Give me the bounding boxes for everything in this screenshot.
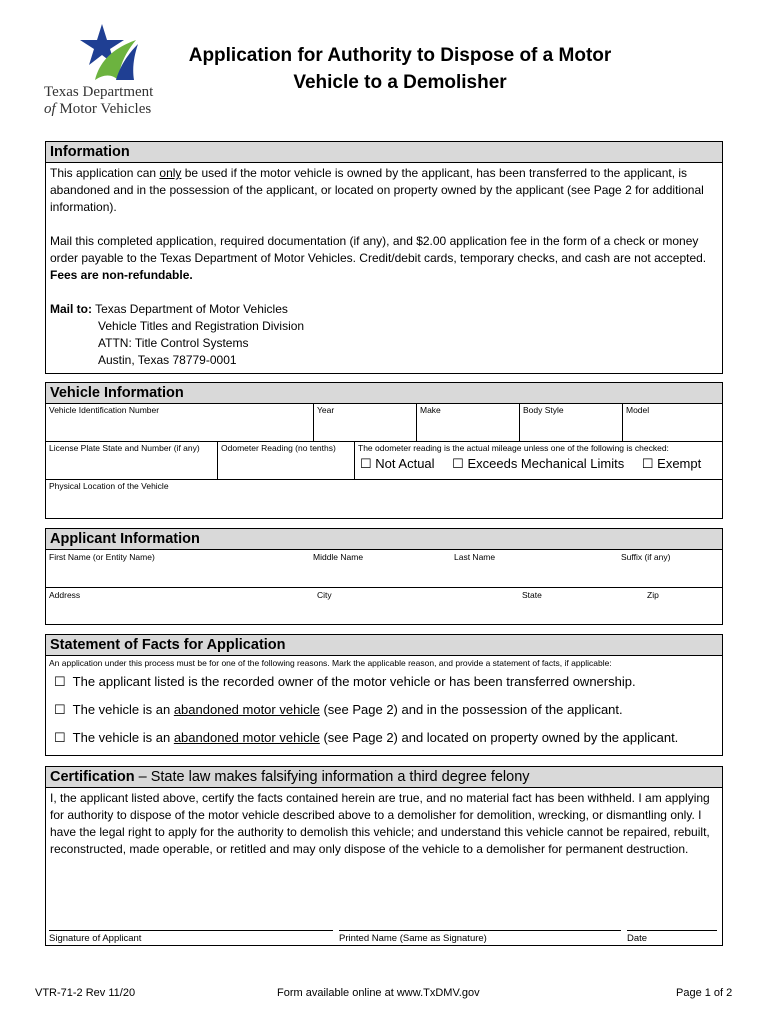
txdmv-logo	[40, 22, 180, 122]
model-field[interactable]: Model	[626, 405, 650, 415]
abandoned-link-text: abandoned motor vehicle	[173, 702, 320, 717]
certification-text: I, the applicant listed above, certify the facts contained herein are true, and no material fact has been withheld. I am applying for authority to dispose of the motor vehicle described above to a demolisher for demolition, wrecking, or dismantling only. I have the legal right to apply for the authority to demolish this vehicle; and understand this vehicle cannot be repaired, rebuilt, reconstructed, made operable, or retitled and may only dispose of the vehicle to a demolisher for permanent destruction.	[50, 791, 710, 856]
state-field[interactable]: State	[522, 590, 542, 600]
applicant-row-2	[46, 588, 722, 625]
address-fields	[46, 588, 722, 625]
abandoned-link-text: abandoned motor vehicle	[173, 730, 320, 745]
vehicle-row-3	[46, 480, 722, 519]
middle-name-field[interactable]: Middle Name	[313, 552, 364, 562]
section-heading: Statement of Facts for Application	[46, 635, 722, 656]
logo-wordmark	[44, 84, 153, 118]
title-line1: Application for Authority to Dispose of a Motor	[188, 45, 612, 66]
printed-name-field[interactable]: Printed Name (Same as Signature)	[339, 930, 621, 944]
facts-intro: An application under this process must be for one of the following reasons. Mark the applicable reason, and provide a statement of facts, if applicable:	[49, 658, 612, 668]
checkbox-icon: ☐	[54, 702, 66, 717]
text: This application can	[50, 166, 160, 180]
logo-of: of	[44, 101, 56, 117]
odometer-note: The odometer reading is the actual mileage unless one of the following is checked:	[358, 443, 669, 453]
reason-text: The vehicle is an	[72, 702, 174, 717]
checkbox-icon: ☐	[452, 456, 464, 471]
certification-section	[45, 766, 723, 946]
odometer-field[interactable]: Odometer Reading (no tenths)	[218, 442, 355, 479]
vin-field[interactable]: Vehicle Identification Number	[46, 404, 314, 441]
date-field[interactable]: Date	[627, 930, 717, 944]
checkbox-icon: ☐	[360, 456, 372, 471]
name-fields	[46, 550, 722, 587]
section-heading	[46, 767, 722, 788]
reason-text: (see Page 2) and in the possession of the applicant.	[319, 702, 623, 717]
applicant-row-1	[46, 550, 722, 588]
mail-to-line4: Austin, Texas 78779-0001	[98, 353, 237, 367]
vehicle-section	[45, 382, 723, 519]
plate-field[interactable]: License Plate State and Number (if any)	[46, 442, 218, 479]
reason-text: (see Page 2) and located on property owned by the applicant.	[319, 730, 679, 745]
mail-to-line1	[50, 301, 718, 318]
mail-to-line2: Vehicle Titles and Registration Division	[98, 319, 305, 333]
zip-field[interactable]: Zip	[647, 590, 659, 600]
text: Mail this completed application, required documentation (if any), and $2.00 application fee in the form of a check or money order payable to the Texas Department of Motor Vehicles. Credit/debit cards, temporary checks, and cash are not accepted.	[50, 234, 707, 265]
page-number: Page 1 of 2	[676, 987, 733, 999]
first-name-field[interactable]: First Name (or Entity Name)	[49, 552, 155, 562]
text: Texas Department of Motor Vehicles	[92, 302, 288, 316]
information-section	[45, 141, 723, 374]
checkbox-not-actual[interactable]	[360, 456, 435, 471]
option-label: Exempt	[657, 456, 702, 471]
reason-text: The vehicle is an	[72, 730, 174, 745]
year-field[interactable]: Year	[314, 404, 417, 441]
logo-line1: Texas Department	[44, 84, 154, 100]
checkbox-icon: ☐	[641, 456, 654, 471]
certification-label: Certification	[50, 769, 135, 785]
checkbox-exceeds[interactable]	[452, 456, 624, 471]
online-note: Form available online at www.TxDMV.gov	[277, 987, 480, 999]
make-field[interactable]: Make	[417, 404, 520, 441]
certification-warning: – State law makes falsifying information a third degree felony	[134, 769, 530, 785]
body-style-field[interactable]: Body Style	[520, 404, 623, 441]
text: be used if the motor vehicle is owned by the applicant, has been transferred to the applicant, is abandoned and in the possession of the applicant, or located on property owned by the applicant (see Page 2 for additional information).	[50, 166, 704, 214]
checkbox-icon: ☐	[54, 730, 66, 745]
reason-text: The applicant listed is the recorded owner of the motor vehicle or has been transferred ownership.	[72, 674, 636, 689]
last-name-field[interactable]: Last Name	[454, 552, 496, 562]
information-paragraph-1	[50, 165, 718, 216]
vehicle-row-2	[46, 442, 722, 480]
reason-2[interactable]	[46, 696, 722, 724]
section-heading: Vehicle Information	[46, 383, 722, 404]
option-label: Not Actual	[375, 456, 435, 471]
section-heading: Information	[46, 142, 722, 163]
logo-line2	[44, 101, 153, 118]
city-field[interactable]: City	[317, 590, 332, 600]
information-body	[46, 163, 722, 371]
reason-1[interactable]	[46, 668, 722, 696]
vehicle-row-1	[46, 404, 722, 442]
title-line2: Vehicle to a Demolisher	[293, 72, 507, 93]
mail-label: Mail to:	[50, 302, 92, 316]
facts-section	[45, 634, 723, 756]
suffix-field[interactable]: Suffix (if any)	[621, 552, 671, 562]
information-paragraph-2	[50, 233, 718, 284]
form-id: VTR-71-2 Rev 11/20	[35, 987, 136, 999]
applicant-section	[45, 528, 723, 625]
odometer-checkboxes	[358, 453, 719, 472]
address-field[interactable]: Address	[49, 590, 81, 600]
checkbox-exempt[interactable]	[642, 456, 701, 471]
option-label: Exceeds Mechanical Limits	[467, 456, 625, 471]
location-field[interactable]: Physical Location of the Vehicle	[49, 481, 169, 491]
section-heading: Applicant Information	[46, 529, 722, 550]
fees-note: Fees are non-refundable.	[50, 268, 193, 282]
odometer-options	[355, 442, 722, 479]
signature-field[interactable]: Signature of Applicant	[49, 930, 333, 944]
txdmv-star-icon	[40, 22, 180, 84]
form-title	[170, 42, 630, 96]
emphasis-only: only	[159, 166, 182, 180]
logo-line2-rest: Motor Vehicles	[59, 101, 152, 117]
reason-3[interactable]	[46, 724, 722, 752]
checkbox-icon: ☐	[54, 674, 66, 689]
mail-to-line3: ATTN: Title Control Systems	[98, 336, 249, 350]
